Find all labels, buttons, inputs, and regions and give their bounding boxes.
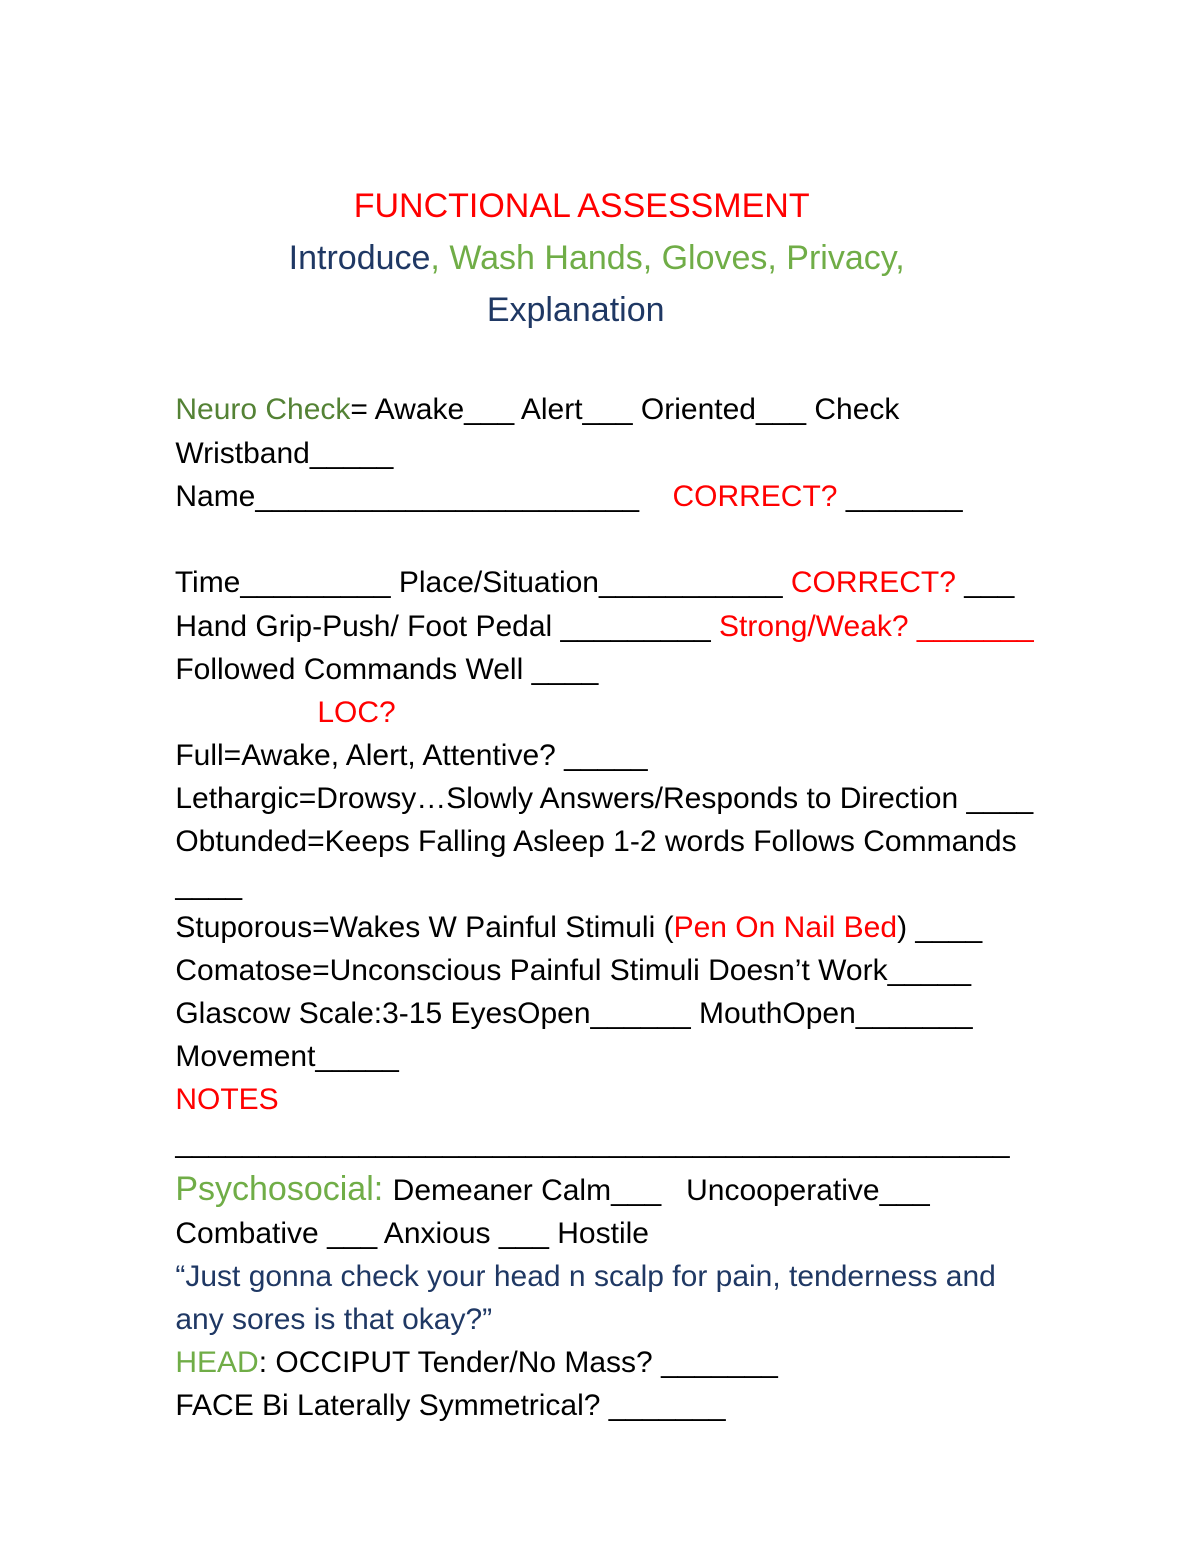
loc-lethargic: Lethargic=Drowsy…Slowly Answers/Responds to Direction ____ [175,782,1034,815]
wristband-line: Wristband_____ [175,437,394,470]
loc-heading: LOC? [317,696,396,729]
face-line: FACE Bi Laterally Symmetrical? _______ [175,1389,726,1422]
loc-stuporous: Stuporous=Wakes W Painful Stimuli (Pen On Nail Bed) ____ [175,911,983,944]
head-quote-1: “Just gonna check your head n scalp for pain, tenderness and [175,1260,996,1293]
psychosocial-line-2: Combative ___ Anxious ___ Hostile [175,1217,649,1250]
psychosocial-line: Psychosocial: Demeaner Calm___ Uncooperative___ [175,1170,930,1208]
neuro-check-line: Neuro Check= Awake___ Alert___ Oriented___ Check [175,393,900,426]
glasgow-line: Glascow Scale:3-15 EyesOpen______ MouthOpen_______ [175,997,973,1030]
notes-heading: NOTES [175,1083,279,1116]
steps-line: Introduce, Wash Hands, Gloves, Privacy, [288,239,905,277]
loc-obtunded-blank: ____ [175,868,243,901]
explanation-line: Explanation [486,291,665,329]
movement-line: Movement_____ [175,1040,399,1073]
name-line: Name_______________________ CORRECT? _______ [175,480,963,513]
loc-obtunded: Obtunded=Keeps Falling Asleep 1-2 words Follows Commands [175,825,1017,858]
hand-grip-line: Hand Grip-Push/ Foot Pedal _________ Strong/Weak? _______ [175,610,1034,643]
time-place-line: Time_________ Place/Situation___________ CORRECT? ___ [174,566,1015,599]
followed-commands-line: Followed Commands Well ____ [175,653,599,686]
document-title: FUNCTIONAL ASSESSMENT [353,187,810,225]
loc-comatose: Comatose=Unconscious Painful Stimuli Doesn’t Work_____ [175,954,972,987]
head-occiput-line: HEAD: OCCIPUT Tender/No Mass? _______ [175,1346,778,1379]
head-quote-2: any sores is that okay?” [175,1303,493,1336]
notes-blank: __________________________________________________ [175,1126,1010,1159]
loc-full: Full=Awake, Alert, Attentive? _____ [175,739,648,772]
